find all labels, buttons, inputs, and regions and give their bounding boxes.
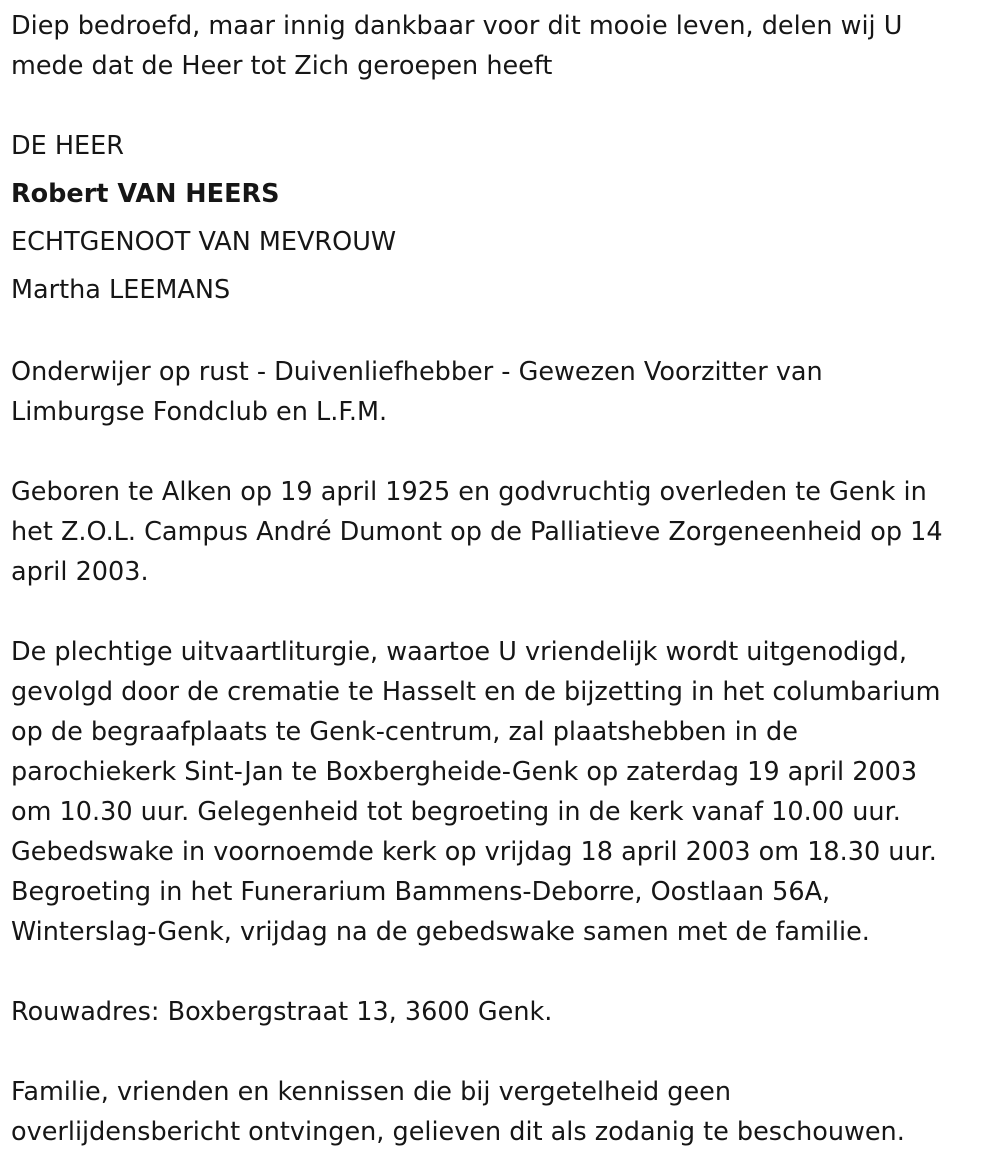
mourning-address: Rouwadres: Boxbergstraat 13, 3600 Genk. <box>11 997 553 1027</box>
funeral-line: parochiekerk Sint-Jan te Boxbergheide-Genk op zaterdag 19 april 2003 <box>11 757 918 787</box>
occupation-line: Limburgse Fondclub en L.F.M. <box>11 397 388 427</box>
funeral-line: om 10.30 uur. Gelegenheid tot begroeting in de kerk vanaf 10.00 uur. <box>11 797 901 827</box>
funeral-line: gevolgd door de crematie te Hasselt en de bijzetting in het columbarium <box>11 677 941 707</box>
funeral-line: op de begraafplaats te Genk-centrum, zal plaatshebben in de <box>11 717 798 747</box>
spouse-name: Martha LEEMANS <box>11 275 231 305</box>
closing-line: Familie, vrienden en kennissen die bij vergetelheid geen <box>11 1077 731 1107</box>
closing-line: overlijdensbericht ontvingen, gelieven dit als zodanig te beschouwen. <box>11 1117 905 1147</box>
birth-death-line: het Z.O.L. Campus André Dumont op de Palliatieve Zorgeneenheid op 14 <box>11 517 943 547</box>
paragraph-spacer <box>11 1032 996 1072</box>
paragraph-spacer <box>11 952 996 992</box>
paragraph-spacer <box>11 86 996 126</box>
address-paragraph <box>11 992 996 1032</box>
death-notice <box>11 6 996 1152</box>
birth-death-line: april 2003. <box>11 557 149 587</box>
relation-label: ECHTGENOOT VAN MEVROUW <box>11 227 397 257</box>
funeral-line: Gebedswake in voornoemde kerk op vrijdag 18 april 2003 om 18.30 uur. <box>11 837 937 867</box>
closing-paragraph <box>11 1072 996 1152</box>
deceased-title: DE HEER <box>11 131 124 161</box>
paragraph-spacer <box>11 312 996 352</box>
deceased-name: Robert VAN HEERS <box>11 179 280 209</box>
funeral-line: Begroeting in het Funerarium Bammens-Deborre, Oostlaan 56A, <box>11 877 831 907</box>
intro-line: mede dat de Heer tot Zich geroepen heeft <box>11 51 553 81</box>
intro-paragraph <box>11 6 996 86</box>
funeral-line: Winterslag-Genk, vrijdag na de gebedswake samen met de familie. <box>11 917 870 947</box>
funeral-line: De plechtige uitvaartliturgie, waartoe U vriendelijk wordt uitgenodigd, <box>11 637 907 667</box>
paragraph-spacer <box>11 432 996 472</box>
occupation-paragraph <box>11 352 996 432</box>
funeral-paragraph <box>11 632 996 952</box>
paragraph-spacer <box>11 592 996 632</box>
deceased-block <box>11 122 996 314</box>
birth-death-line: Geboren te Alken op 19 april 1925 en godvruchtig overleden te Genk in <box>11 477 927 507</box>
intro-line: Diep bedroefd, maar innig dankbaar voor dit mooie leven, delen wij U <box>11 11 903 41</box>
birth-death-paragraph <box>11 472 996 592</box>
occupation-line: Onderwijer op rust - Duivenliefhebber - Gewezen Voorzitter van <box>11 357 823 387</box>
